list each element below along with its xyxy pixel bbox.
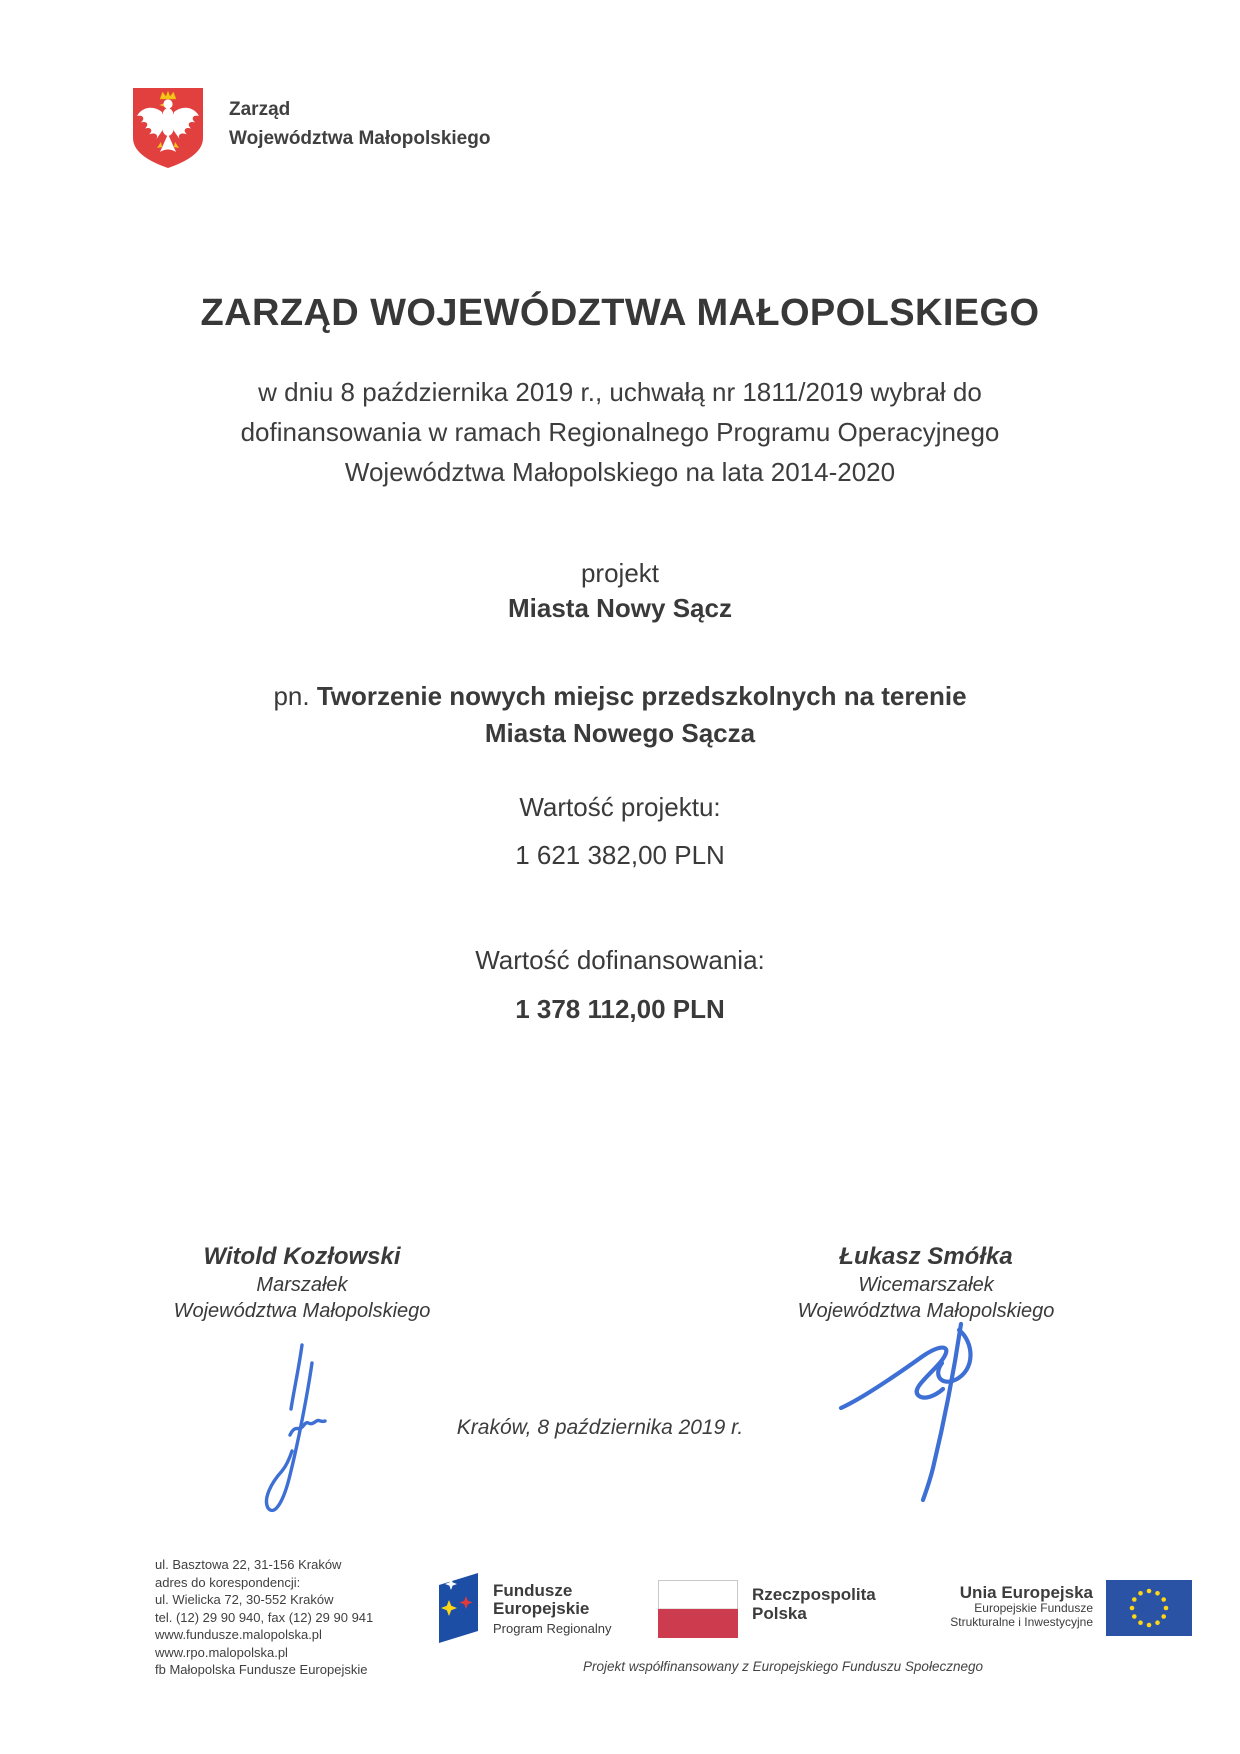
- address-line: www.rpo.malopolska.pl: [155, 1644, 288, 1660]
- funding-value: 1 378 112,00 PLN: [515, 994, 725, 1024]
- malopolska-coat-of-arms-icon: [131, 86, 205, 170]
- letterhead-org-name: [229, 86, 490, 153]
- project-name-prefix: pn.: [273, 681, 317, 711]
- letterhead: [131, 86, 490, 170]
- project-label: projekt: [580, 558, 660, 588]
- address-line: ul. Basztowa 22, 31-156 Kraków: [155, 1557, 342, 1572]
- project-name-line1: [0, 678, 1240, 715]
- fe-flag-icon: [436, 1569, 480, 1645]
- letterhead-line2: Województwa Małopolskiego: [229, 128, 491, 149]
- intro-line: w dniu 8 października 2019 r., uchwałą nr 1811/2019 wybrał do: [258, 377, 982, 407]
- eu-line3: Strukturalne i Inwestycyjne: [950, 1614, 1093, 1629]
- address-line: ul. Wielicka 72, 30-552 Kraków: [155, 1592, 334, 1607]
- signatory-right-name: Łukasz Smółka: [839, 1243, 1013, 1270]
- project-name-text: Tworzenie nowych miejsc przedszkolnych na terenie: [316, 681, 967, 711]
- signatory-left-org: Województwa Małopolskiego: [173, 1300, 431, 1322]
- signatory-left-role: Marszałek: [256, 1274, 348, 1296]
- fe-logo-line1: Fundusze: [493, 1581, 573, 1600]
- intro-line: Województwa Małopolskiego na lata 2014-2020: [344, 457, 896, 487]
- project-city: Miasta Nowy Sącz: [508, 593, 732, 623]
- document-title: ZARZĄD WOJEWÓDZTWA MAŁOPOLSKIEGO: [200, 292, 1040, 334]
- eu-flag-icon: [1106, 1580, 1192, 1636]
- cofinance-note: Projekt współfinansowany z Europejskiego Funduszu Społecznego: [583, 1659, 983, 1674]
- fe-logo-line2: Europejskie: [493, 1599, 590, 1618]
- fe-logo-text: [493, 1569, 612, 1636]
- signatory-right-role: Wicemarszałek: [858, 1274, 994, 1296]
- project-name: [0, 678, 1240, 752]
- eu-line1: Unia Europejska: [959, 1583, 1093, 1602]
- address-line: fb Małopolska Fundusze Europejskie: [155, 1662, 368, 1677]
- intro-line: dofinansowania w ramach Regionalnego Programu Operacyjnego: [240, 417, 1000, 447]
- letterhead-line1: Zarząd: [229, 99, 291, 120]
- project-name-line2: Miasta Nowego Sącza: [484, 718, 756, 748]
- poland-line1: Rzeczpospolita: [752, 1585, 876, 1604]
- address-line: adres do korespondencji:: [155, 1574, 301, 1590]
- project-value: 1 621 382,00 PLN: [515, 840, 725, 870]
- address-line: tel. (12) 29 90 940, fax (12) 29 90 941: [155, 1609, 374, 1625]
- intro-paragraph: [0, 372, 1240, 492]
- project-section: [0, 556, 1240, 626]
- signatory-left: [152, 1242, 452, 1324]
- handwritten-signature-right: [833, 1316, 983, 1508]
- project-value-label: Wartość projektu:: [519, 792, 721, 822]
- poland-line2: Polska: [752, 1604, 807, 1623]
- fe-logo-line3: Program Regionalny: [493, 1621, 612, 1636]
- poland-flag-icon: [658, 1580, 738, 1638]
- signatory-right: [776, 1242, 1076, 1324]
- eu-line2: Europejskie Fundusze: [974, 1601, 1093, 1615]
- dateline: Kraków, 8 października 2019 r.: [456, 1416, 744, 1439]
- funding-value-label: Wartość dofinansowania:: [475, 945, 765, 975]
- footer-address: [155, 1556, 373, 1679]
- eu-label: [855, 1583, 1093, 1629]
- fe-logo: [436, 1569, 612, 1645]
- signatory-left-name: Witold Kozłowski: [203, 1243, 401, 1270]
- address-line: www.fundusze.malopolska.pl: [155, 1627, 322, 1642]
- signatory-right-org: Województwa Małopolskiego: [797, 1300, 1055, 1322]
